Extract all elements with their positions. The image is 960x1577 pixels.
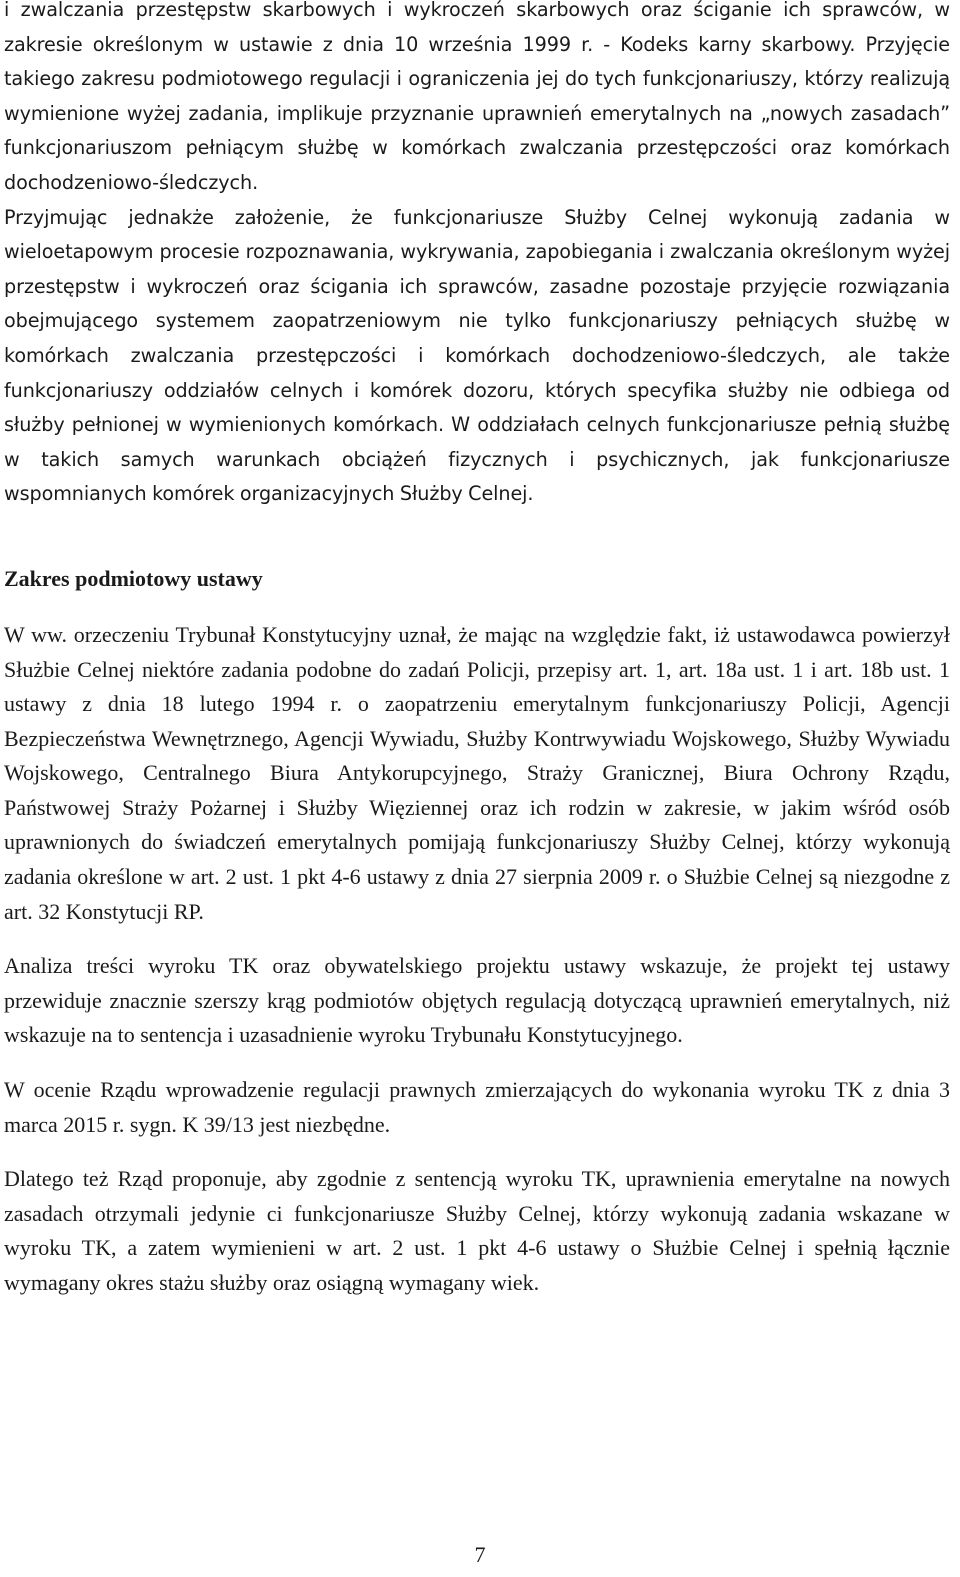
document-page xyxy=(4,0,950,1301)
page-number: 7 xyxy=(474,1542,486,1567)
paragraph-1: i zwalczania przestępstw skarbowych i wykroczeń skarbowych oraz ściganie ich sprawców, w zakresie określonym w ustawie z dnia 10 września 1999 r. - Kodeks karny skarbowy. Przyjęcie takiego zakresu podmiotowego regulacji i ograniczenia jej do tych funkcjonariuszy, którzy realizują wymienione wyżej zadania, implikuje przyznanie uprawnień emerytalnych na „nowych zasadach” funkcjonariuszom pełniącym służbę w komórkach zwalczania przestępczości oraz komórkach dochodzeniowo-śledczych. xyxy=(4,0,950,194)
paragraph-6: Dlatego też Rząd proponuje, aby zgodnie z sentencją wyroku TK, uprawnienia emerytalne na nowych zasadach otrzymali jedynie ci funkcjonariusze Służby Celnej, którzy wykonują zadania wskazane w wyroku TK, a zatem wymienieni w art. 2 ust. 1 pkt 4-6 ustawy o Służbie Celnej i spełnią łącznie wymagany okres stażu służby oraz osiągną wymagany wiek. xyxy=(4,1166,950,1295)
paragraph-2: Przyjmując jednakże założenie, że funkcjonariusze Służby Celnej wykonują zadania w wieloetapowym procesie rozpoznawania, wykrywania, zapobiegania i zwalczania określonym wyżej przestępstw i wykroczeń oraz ścigania ich sprawców, zasadne pozostaje przyjęcie rozwiązania obejmującego systemem zaopatrzeniowym nie tylko funkcjonariuszy pełniących służbę w komórkach zwalczania przestępczości i komórkach dochodzeniowo-śledczych, ale także funkcjonariuszy oddziałów celnych i komórek dozoru, których specyfika służby nie odbiega od służby pełnionej w wymienionych komórkach. W oddziałach celnych funkcjonariusze pełnią służbę w takich samych warunkach obciążeń fizycznych i psychicznych, jak funkcjonariusze wspomnianych komórek organizacyjnych Służby Celnej. xyxy=(4,205,950,506)
paragraph-5: W ocenie Rządu wprowadzenie regulacji prawnych zmierzających do wykonania wyroku TK z dnia 3 marca 2015 r. sygn. K 39/13 jest niezbędne. xyxy=(4,1077,950,1137)
section-heading: Zakres podmiotowy ustawy xyxy=(4,565,263,591)
paragraph-4: Analiza treści wyroku TK oraz obywatelskiego projektu ustawy wskazuje, że projekt tej ustawy przewiduje znacznie szerszy krąg podmiotów objętych regulacją dotyczącą uprawnień emerytalnych, niż wskazuje na to sentencja i uzasadnienie wyroku Trybunału Konstytucyjnego. xyxy=(4,953,950,1048)
paragraph-3: W ww. orzeczeniu Trybunał Konstytucyjny uznał, że mając na względzie fakt, iż ustawodawca powierzył Służbie Celnej niektóre zadania podobne do zadań Policji, przepisy art. 1, art. 18a ust. 1 i art. 18b ust. 1 ustawy z dnia 18 lutego 1994 r. o zaopatrzeniu emerytalnym funkcjonariuszy Policji, Agencji Bezpieczeństwa Wewnętrznego, Agencji Wywiadu, Służby Kontrwywiadu Wojskowego, Służby Wywiadu Wojskowego, Centralnego Biura Antykorupcyjnego, Straży Granicznej, Biura Ochrony Rządu, Państwowej Straży Pożarnej i Służby Więziennej oraz ich rodzin w zakresie, w jakim wśród osób uprawnionych do świadczeń emerytalnych pomijają funkcjonariuszy Służby Celnej, którzy wykonują zadania określone w art. 2 ust. 1 pkt 4-6 ustawy z dnia 27 sierpnia 2009 r. o Służbie Celnej są niezgodne z art. 32 Konstytucji RP. xyxy=(4,621,950,924)
